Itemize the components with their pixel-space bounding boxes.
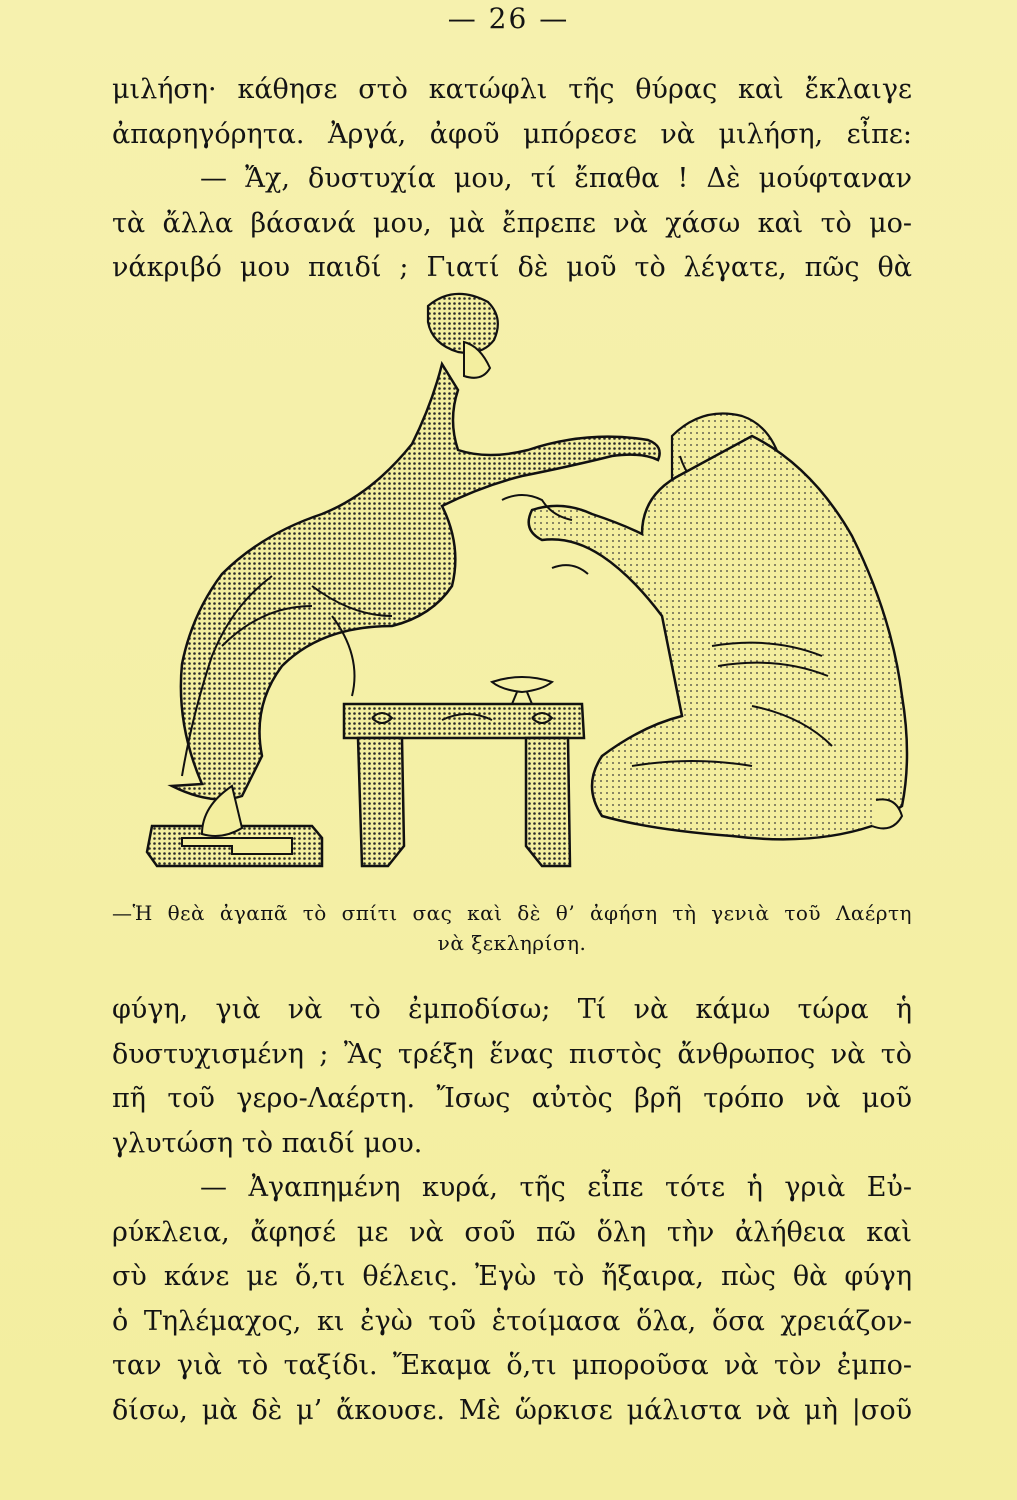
page-number: — 26 — (447, 2, 570, 35)
text-line: νάκριβό μου παιδί ; Γιατί δὲ μοῦ τὸ λέγατε, πῶς θὰ (112, 252, 912, 283)
text-line: — Ἄχ, δυστυχία μου, τί ἔπαθα ! Δὲ μούφταναν (200, 163, 912, 194)
text-line: ρύκλεια, ἄφησέ με νὰ σοῦ πῶ ὅλη τὴν ἀλήθεια καὶ (112, 1216, 912, 1248)
text-line: σὺ κάνε με ὅ,τι θέλεις. Ἐγὼ τὸ ἤξαιρα, πὼς θὰ φύγη (112, 1261, 912, 1292)
text-line: γλυτώση τὸ παιδί μου. (112, 1127, 423, 1159)
text-line: τὰ ἄλλα βάσανά μου, μὰ ἔπρεπε νὰ χάσω καὶ τὸ μο- (112, 207, 912, 239)
top-text-block (112, 68, 912, 291)
bottom-text-block (112, 988, 912, 1433)
text-line: μιλήση· κάθησε στὸ κατώφλι τῆς θύρας καὶ ἔκλαιγε (112, 74, 912, 105)
illustration (112, 286, 912, 878)
text-line: δυστυχισμένη ; Ἂς τρέξη ἕνας πιστὸς ἄνθρωπος νὰ τὸ (112, 1038, 912, 1070)
text-line: — Ἀγαπημένη κυρά, τῆς εἶπε τότε ἡ γριὰ Εὐ- (200, 1172, 912, 1203)
text-line: φύγη, γιὰ νὰ τὸ ἐμποδίσω; Τί νὰ κάμω τώρα ἡ (112, 994, 912, 1025)
bench (344, 677, 584, 866)
caption-line: —Ἡ θεὰ ἀγαπᾶ τὸ σπίτι σας καὶ δὲ θ’ ἀφήση τὴ γενιὰ τοῦ Λαέρτη (112, 901, 912, 925)
seated-goddess-figure (172, 294, 660, 836)
text-line: πῆ τοῦ γερο-Λαέρτη. Ἴσως αὐτὸς βρῆ τρόπο νὰ μοῦ (112, 1083, 912, 1114)
text-line: δίσω, μὰ δὲ μ’ ἄκουσε. Μὲ ὥρκισε μάλιστα νὰ μὴ |σοῦ (112, 1394, 912, 1426)
text-line: ὁ Τηλέμαχος, κι ἐγὼ τοῦ ἑτοίμασα ὅλα, ὅσα χρειάζον- (112, 1305, 912, 1337)
illustration-caption (112, 898, 912, 958)
text-line: ταν γιὰ τὸ ταξίδι. Ἔκαμα ὅ,τι μποροῦσα νὰ τὸν ἐμπο- (112, 1350, 912, 1381)
caption-line: νὰ ξεκληρίση. (437, 931, 587, 955)
text-line: ἀπαρηγόρητα. Ἀργά, ἀφοῦ μπόρεσε νὰ μιλήση, εἶπε: (112, 118, 912, 150)
